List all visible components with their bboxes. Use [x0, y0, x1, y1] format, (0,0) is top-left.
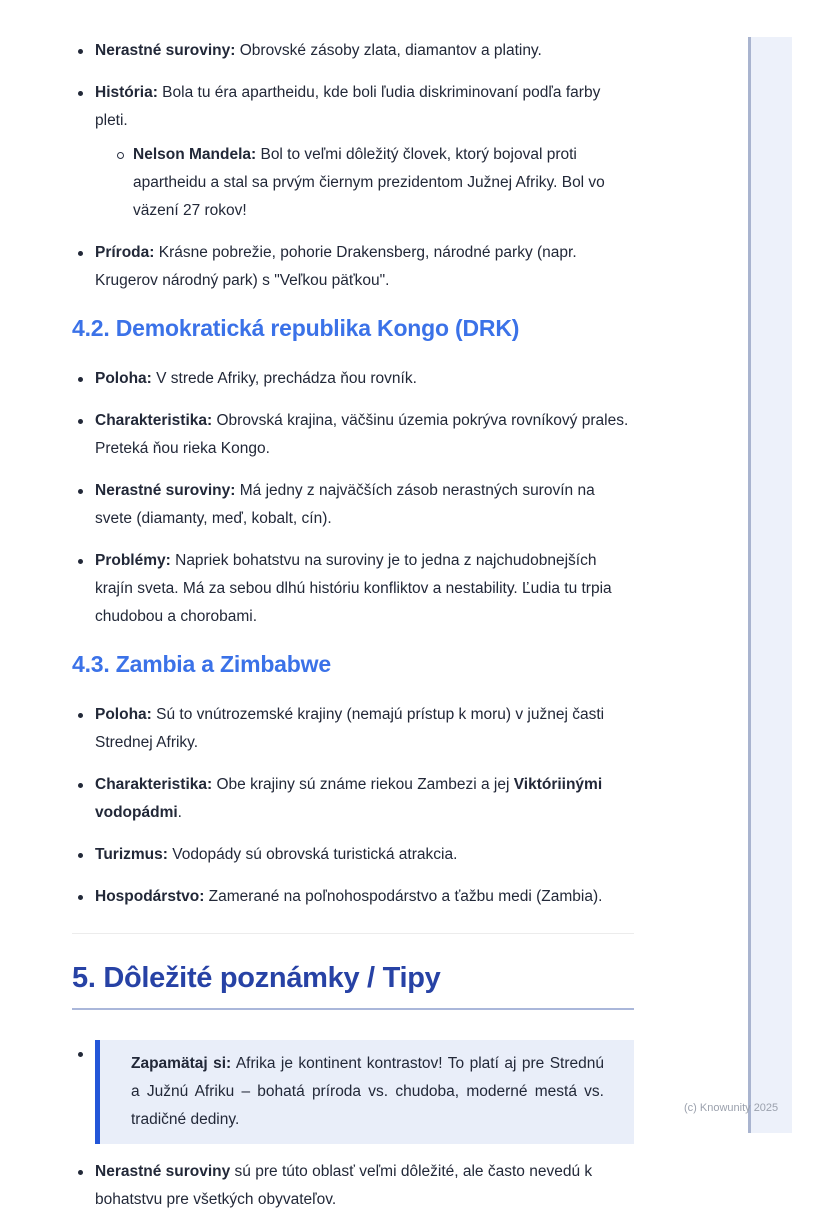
- item-text: Obrovská krajina, väčšinu územia pokrýva rovníkový prales. Preteká ňou rieka Kongo.: [95, 412, 629, 457]
- list-item: [95, 883, 634, 911]
- item-lead: Problémy:: [95, 552, 171, 569]
- item-lead: Charakteristika:: [95, 776, 213, 793]
- list-item: [95, 79, 634, 225]
- item-text: Má jedny z najväčších zásob nerastných surovín na svete (diamanty, meď, kobalt, cín).: [95, 482, 595, 527]
- callout-lead: Zapamätaj si:: [131, 1055, 232, 1072]
- list-item: [95, 239, 634, 295]
- document-content: [72, 0, 634, 1228]
- list-item: [95, 37, 634, 65]
- section-5-list: [72, 1040, 634, 1214]
- item-lead: Poloha:: [95, 370, 152, 387]
- sub-list-item: [133, 141, 634, 225]
- item-bold-tail: Viktóriinými vodopádmi: [95, 776, 603, 821]
- item-text: Vodopády sú obrovská turistická atrakcia.: [167, 846, 458, 863]
- section-4-2-list: [72, 365, 634, 631]
- item-text: Zamerané na poľnohospodárstvo a ťažbu medi (Zambia).: [204, 888, 603, 905]
- copyright-watermark: (c) Knowunity 2025: [684, 1102, 779, 1114]
- item-lead: Charakteristika:: [95, 412, 213, 429]
- callout-text: Afrika je kontinent kontrastov! To platí aj pre Strednú a Južnú Afriku – bohatá príroda vs. chudoba, moderné mestá vs. tradičné dediny.: [131, 1055, 605, 1128]
- list-item: [95, 701, 634, 757]
- item-text: Obrovské zásoby zlata, diamantov a platiny.: [235, 42, 542, 59]
- list-item: [95, 1158, 634, 1214]
- item-text: Napriek bohatstvu na suroviny je to jedna z najchudobnejších krajín sveta. Má za sebou dlhú históriu konfliktov a nestability. Ľudia tu trpia chudobou a chorobami.: [95, 552, 612, 625]
- list-item: [95, 547, 634, 631]
- item-lead: Nerastné suroviny:: [95, 42, 236, 59]
- item-lead: História:: [95, 84, 158, 101]
- item-lead: Poloha:: [95, 706, 152, 723]
- list-item: [95, 407, 634, 463]
- sub-list: [95, 141, 634, 225]
- item-lead: Hospodárstvo:: [95, 888, 205, 905]
- item-text: Bol to veľmi dôležitý človek, ktorý bojoval proti apartheidu a stal sa prvým čiernym prezidentom Južnej Afriky. Bol vo väzení 27 rokov!: [133, 146, 605, 219]
- item-text: sú pre túto oblasť veľmi dôležité, ale často nevedú k bohatstvu pre všetkých obyvateľov.: [95, 1163, 593, 1208]
- section-5-heading: 5. Dôležité poznámky / Tipy: [72, 960, 634, 1010]
- section-4-1-list: [72, 37, 634, 295]
- section-4-2-heading: 4.2. Demokratická republika Kongo (DRK): [72, 315, 520, 341]
- next-page-edge: [748, 37, 792, 1133]
- list-item: [95, 477, 634, 533]
- callout-box: [95, 1040, 634, 1144]
- list-item: [95, 771, 634, 827]
- callout-list-item: [95, 1040, 634, 1144]
- item-text: V strede Afriky, prechádza ňou rovník.: [151, 370, 417, 387]
- item-lead: Nerastné suroviny:: [95, 482, 236, 499]
- item-lead: Nelson Mandela:: [133, 146, 257, 163]
- list-item: [95, 365, 634, 393]
- item-text: Sú to vnútrozemské krajiny (nemajú prístup k moru) v južnej časti Strednej Afriky.: [95, 706, 605, 751]
- item-tail: .: [177, 804, 182, 821]
- item-text: Bola tu éra apartheidu, kde boli ľudia diskriminovaní podľa farby pleti.: [95, 84, 601, 129]
- section-divider: [72, 933, 634, 934]
- item-lead: Nerastné suroviny: [95, 1163, 231, 1180]
- section-4-3-heading: 4.3. Zambia a Zimbabwe: [72, 651, 331, 677]
- item-text: Obe krajiny sú známe riekou Zambezi a jej: [212, 776, 514, 793]
- list-item: [95, 841, 634, 869]
- item-lead: Príroda:: [95, 244, 155, 261]
- item-lead: Turizmus:: [95, 846, 168, 863]
- section-4-3-list: [72, 701, 634, 911]
- item-text: Krásne pobrežie, pohorie Drakensberg, národné parky (napr. Krugerov národný park) s "Veľkou päťkou".: [95, 244, 577, 289]
